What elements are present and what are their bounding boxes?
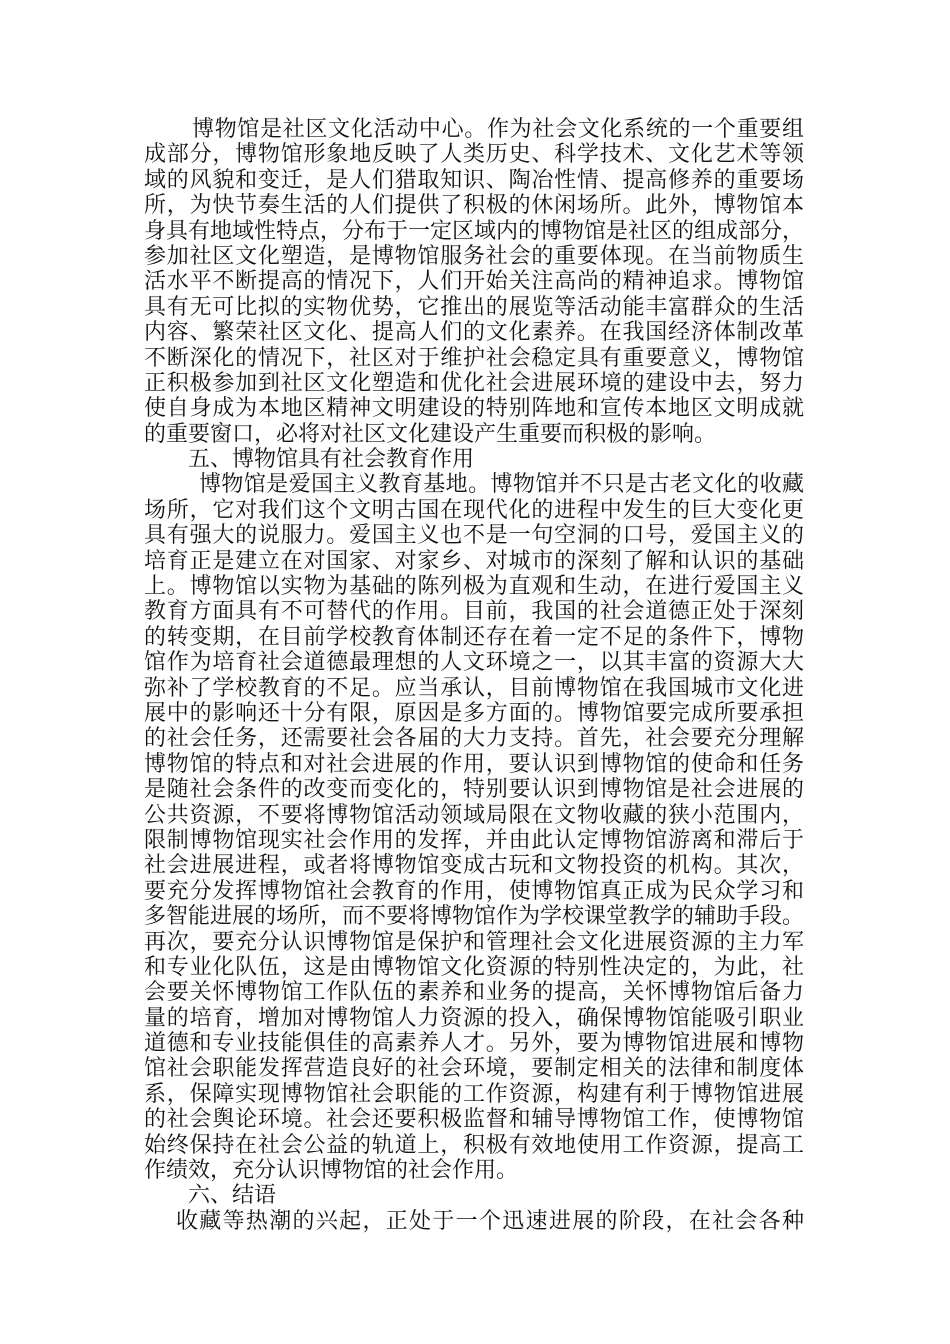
text-line: 公共资源，不要将博物馆活动领域局限在文物收藏的狭小范围内， (144, 802, 804, 828)
text-line: 场所，它对我们这个文明古国在现代化的进程中发生的巨大变化更 (144, 497, 804, 523)
text-line: 博物馆的特点和对社会进展的作用，要认识到博物馆的使命和任务 (144, 751, 804, 777)
text-line: 具有无可比拟的实物优势，它推出的展览等活动能丰富群众的生活 (144, 294, 804, 320)
text-line: 会要关怀博物馆工作队伍的素养和业务的提高，关怀博物馆后备力 (144, 980, 804, 1006)
text-line: 的重要窗口，必将对社区文化建设产生重要而积极的影响。 (144, 421, 717, 447)
text-line: 正积极参加到社区文化塑造和优化社会进展环境的建设中去，努力 (144, 370, 804, 396)
text-line: 社会进展进程，或者将博物馆变成古玩和文物投资的机构。其次， (144, 853, 804, 879)
text-line: 具有强大的说服力。爱国主义也不是一句空洞的口号，爱国主义的 (144, 523, 804, 549)
paragraph-museum-community (144, 117, 804, 447)
section-heading-six: 六、结语 (188, 1183, 277, 1209)
text-line: 所，为快节奏生活的人们提供了积极的休闲场所。此外，博物馆本 (144, 193, 804, 219)
text-line: 再次，要充分认识博物馆是保护和管理社会文化进展资源的主力军 (144, 929, 804, 955)
text-line: 的社会舆论环境。社会还要积极监督和辅导博物馆工作，使博物馆 (144, 1107, 804, 1133)
text-line: 培育正是建立在对国家、对家乡、对城市的深刻了解和认识的基础 (144, 548, 804, 574)
text-line: 展中的影响还十分有限，原因是多方面的。博物馆要完成所要承担 (144, 700, 804, 726)
document-body (144, 117, 804, 1234)
text-line: 馆作为培育社会道德最理想的人文环境之一，以其丰富的资源大大 (144, 650, 804, 676)
text-line: 系，保障实现博物馆社会职能的工作资源，构建有利于博物馆进展 (144, 1081, 804, 1107)
text-line: 量的培育，增加对博物馆人力资源的投入，确保博物馆能吸引职业 (144, 1005, 804, 1031)
text-line: 使自身成为本地区精神文明建设的特别阵地和宣传本地区文明成就 (144, 396, 804, 422)
text-line: 活水平不断提高的情况下，人们开始关注高尚的精神追求。博物馆 (144, 269, 804, 295)
text-line: 的转变期，在目前学校教育体制还存在着一定不足的条件下，博物 (144, 624, 804, 650)
text-line: 上。博物馆以实物为基础的陈列极为直观和生动，在进行爱国主义 (144, 574, 804, 600)
text-line: 多智能进展的场所，而不要将博物馆作为学校课堂教学的辅助手段。 (144, 904, 805, 930)
text-line: 要充分发挥博物馆社会教育的作用，使博物馆真正成为民众学习和 (144, 878, 804, 904)
text-line: 限制博物馆现实社会作用的发挥，并由此认定博物馆游离和滞后于 (144, 827, 804, 853)
text-line: 弥补了学校教育的不足。应当承认，目前博物馆在我国城市文化进 (144, 675, 804, 701)
paragraph-conclusion (144, 1209, 804, 1234)
text-line: 参加社区文化塑造，是博物馆服务社会的重要体现。在当前物质生 (144, 243, 804, 269)
text-line: 是随社会条件的改变而变化的，特别要认识到博物馆是社会进展的 (144, 777, 804, 803)
text-line: 作绩效，充分认识博物馆的社会作用。 (144, 1158, 519, 1184)
text-line: 博物馆是爱国主义教育基地。博物馆并不只是古老文化的收藏 (199, 472, 804, 498)
text-line: 内容、繁荣社区文化、提高人们的文化素养。在我国经济体制改革 (144, 320, 804, 346)
text-line: 不断深化的情况下，社区对于维护社会稳定具有重要意义，博物馆 (144, 345, 804, 371)
text-line: 始终保持在社会公益的轨道上，积极有效地使用工作资源，提高工 (144, 1132, 804, 1158)
text-line: 成部分，博物馆形象地反映了人类历史、科学技术、文化艺术等领 (144, 142, 804, 168)
text-line: 的社会任务，还需要社会各届的大力支持。首先，社会要充分理解 (144, 726, 804, 752)
text-line: 道德和专业技能俱佳的高素养人才。另外，要为博物馆进展和博物 (144, 1031, 804, 1057)
text-line: 域的风貌和变迁，是人们猎取知识、陶冶性情、提高修养的重要场 (144, 167, 804, 193)
text-line: 馆社会职能发挥营造良好的社会环境，要制定相关的法律和制度体 (144, 1056, 804, 1082)
section-heading-five: 五、博物馆具有社会教育作用 (188, 447, 475, 473)
text-line: 收藏等热潮的兴起，正处于一个迅速进展的阶段，在社会各种 (176, 1208, 804, 1234)
paragraph-education (144, 472, 804, 1183)
text-line: 教育方面具有不可替代的作用。目前，我国的社会道德正处于深刻 (144, 599, 804, 625)
text-line: 和专业化队伍，这是由博物馆文化资源的特别性决定的，为此，社 (144, 954, 804, 980)
text-line: 博物馆是社区文化活动中心。作为社会文化系统的一个重要组 (192, 117, 804, 142)
text-line: 身具有地域性特点，分布于一定区域内的博物馆是社区的组成部分， (144, 218, 805, 244)
